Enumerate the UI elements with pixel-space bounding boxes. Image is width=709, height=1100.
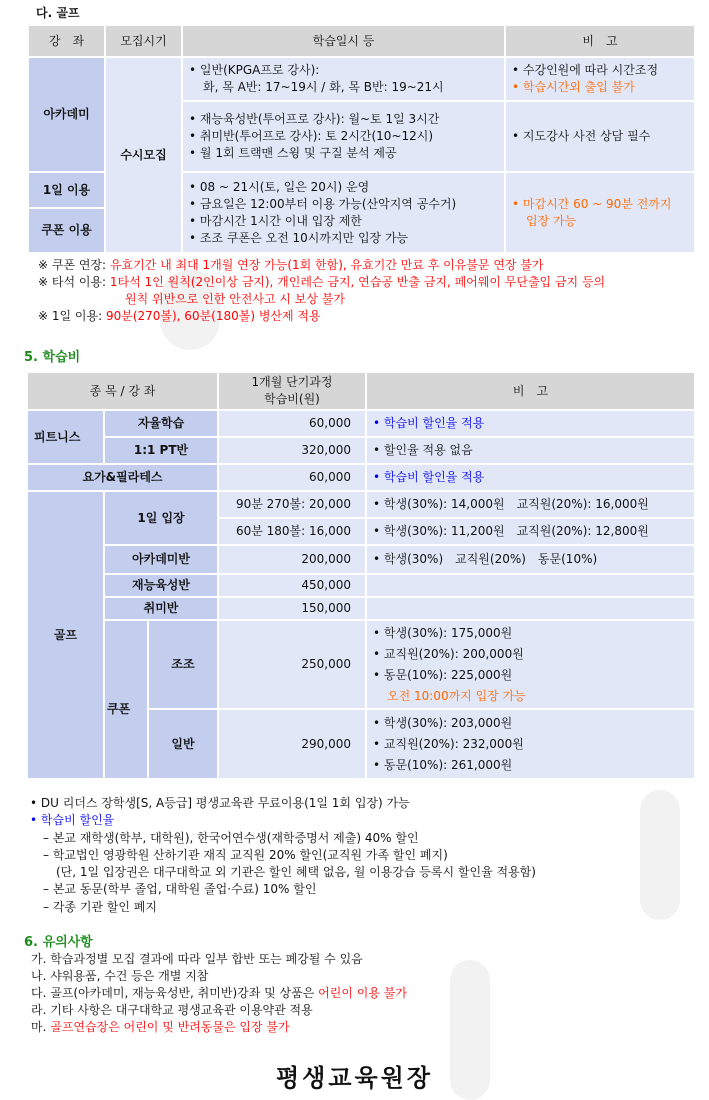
- remark-cell: [366, 410, 695, 437]
- cautions-heading: 6. 유의사항: [24, 935, 93, 950]
- remark-line: • 수강인원에 따라 시간조정: [512, 62, 688, 79]
- label-hobby: 취미반: [104, 597, 218, 620]
- remark-line: • 교직원(20%): 232,000원: [373, 734, 688, 755]
- schedule-line: • 08 ~ 21시(토, 일은 20시) 운영: [189, 179, 498, 196]
- remark-cell: [505, 57, 695, 101]
- remark-cell: [366, 574, 695, 597]
- remark-line: • 동문(10%): 225,000원: [373, 665, 688, 686]
- recruit-cell: 수시모집: [105, 57, 182, 253]
- price: 320,000: [218, 437, 366, 464]
- note-line: ※ 타석 이용: 1타석 1인 원칙(2인이상 금지), 개인레슨 금지, 연습공 반출 금지, 페어웨이 무단출입 금지 등의: [38, 275, 606, 289]
- row-academy: 아카데미: [28, 57, 105, 172]
- remark-line: 입장 가능: [526, 213, 577, 228]
- schedule-line: 화, 목 A반: 17~19시 / 화, 목 B반: 19~21시: [203, 80, 444, 94]
- schedule-cell: [182, 101, 505, 172]
- caution-item: 다. 골프(아카데미, 재능육성반, 취미반)강좌 및 상품은 어린이 이용 불가: [31, 986, 407, 1000]
- label-golf: 골프: [27, 491, 104, 779]
- remark-line: • 마감시간 60 ~ 90분 전까지: [512, 196, 688, 213]
- discount-title: • 학습비 할인율: [30, 812, 114, 829]
- header-course: 강 좌: [28, 25, 105, 57]
- remark-cell: [505, 101, 695, 172]
- remark-cell: [366, 518, 695, 545]
- schedule-cell: [182, 57, 505, 101]
- schedule-line: • 마감시간 1시간 이내 입장 제한: [189, 213, 498, 230]
- row-coupon: 쿠폰 이용: [28, 208, 105, 253]
- header-remark: 비 고: [505, 25, 695, 57]
- remark-cell: [366, 545, 695, 574]
- label-academy: 아카데미반: [104, 545, 218, 574]
- remark-line: • 학생(30%): 175,000원: [373, 623, 688, 644]
- golf-heading: 다. 골프: [36, 6, 80, 20]
- fees-heading: 5. 학습비: [24, 350, 81, 365]
- label-talent: 재능육성반: [104, 574, 218, 597]
- signature: 평생교육원장: [275, 1063, 434, 1092]
- discount-item: – 본교 재학생(학부, 대학원), 한국어연수생(재학증명서 제출) 40% 할인: [43, 831, 419, 845]
- remark-line: • 학습시간외 출입 불가: [512, 79, 688, 96]
- discount-item: – 학교법인 영광학원 산하기관 재직 교직원 20% 할인(교직원 가족 할인 폐지): [43, 848, 448, 862]
- header-fee-line: 학습비(원): [264, 392, 320, 406]
- header-course: 종 목 / 강 좌: [27, 372, 218, 410]
- remark-cell: [366, 437, 695, 464]
- remark-line: • 교직원(20%): 200,000원: [373, 644, 688, 665]
- remark-cell: [366, 464, 695, 491]
- note-line: ※ 1일 이용: 90분(270볼), 60분(180볼) 병산제 적용: [38, 309, 321, 323]
- schedule-line: • 취미반(투어프로 강사): 토 2시간(10~12시): [189, 128, 498, 145]
- price: 290,000: [218, 709, 366, 779]
- caution-item: 라. 기타 사항은 대구대학교 평생교육관 이용약관 적용: [31, 1003, 313, 1017]
- price: 60분 180볼: 16,000: [218, 518, 366, 545]
- price: 450,000: [218, 574, 366, 597]
- price: 150,000: [218, 597, 366, 620]
- caution-item: 가. 학습과정별 모집 결과에 따라 일부 합반 또는 폐강될 수 있음: [31, 952, 363, 966]
- schedule-line: • 월 1회 트랙맨 스윙 및 구질 분석 제공: [189, 145, 498, 162]
- remark-line: • 학생(30%): 14,000원 교직원(20%): 16,000원: [373, 496, 688, 513]
- label-general: 일반: [148, 709, 218, 779]
- remark-line: • 학생(30%): 11,200원 교직원(20%): 12,800원: [373, 523, 688, 540]
- schedule-cell: [182, 172, 505, 253]
- remark-line: • 학습비 할인율 적용: [373, 415, 688, 432]
- label-self: 자율학습: [104, 410, 218, 437]
- header-fee: [218, 372, 366, 410]
- caution-item: 마. 골프연습장은 어린이 및 반려동물은 입장 불가: [31, 1020, 290, 1034]
- price: 60,000: [218, 464, 366, 491]
- remark-line: • 지도강사 사전 상담 필수: [512, 128, 688, 145]
- label-day: 1일 입장: [104, 491, 218, 545]
- label-coupon: 쿠폰: [104, 620, 148, 779]
- price: 60,000: [218, 410, 366, 437]
- du-scholarship: • DU 리더스 장학생[S, A등급] 평생교육관 무료이용(1일 1회 입장) 가능: [30, 795, 410, 812]
- header-schedule: 학습일시 등: [182, 25, 505, 57]
- row-day: 1일 이용: [28, 172, 105, 208]
- note-line: 원칙 위반으로 인한 안전사고 시 보상 불가: [125, 292, 345, 306]
- price: 200,000: [218, 545, 366, 574]
- discount-item: (단, 1일 입장권은 대구대학교 외 기관은 할인 혜택 없음, 월 이용강습 등록시 할인율 적용함): [56, 865, 536, 879]
- remark-line: • 학생(30%) 교직원(20%) 동문(10%): [373, 551, 688, 568]
- schedule-line: • 금요일은 12:00부터 이용 가능(산악지역 공수거): [189, 196, 498, 213]
- remark-cell: [505, 172, 695, 253]
- price: 90분 270볼: 20,000: [218, 491, 366, 518]
- schedule-line: • 재능육성반(투어프로 강사): 월~토 1일 3시간: [189, 111, 498, 128]
- remark-cell: [366, 709, 695, 779]
- remark-line: 오전 10:00까지 입장 가능: [387, 688, 526, 703]
- remark-line: • 할인율 적용 없음: [373, 442, 688, 459]
- schedule-line: • 일반(KPGA프로 강사):: [189, 62, 498, 79]
- remark-line: • 학생(30%): 203,000원: [373, 713, 688, 734]
- remark-cell: [366, 597, 695, 620]
- schedule-line: • 조조 쿠폰은 오전 10시까지만 입장 가능: [189, 230, 498, 247]
- label-fitness: 피트니스: [27, 410, 104, 464]
- remark-cell: [366, 491, 695, 518]
- label-yoga: 요가&필라테스: [27, 464, 218, 491]
- discount-item: – 각종 기관 할인 폐지: [43, 900, 157, 914]
- label-pt: 1:1 PT반: [104, 437, 218, 464]
- label-early: 조조: [148, 620, 218, 709]
- header-fee-line: 1개월 단기과정: [251, 375, 333, 389]
- caution-item: 나. 샤워용품, 수건 등은 개별 지참: [31, 969, 209, 983]
- discount-item: – 본교 동문(학부 졸업, 대학원 졸업·수료) 10% 할인: [43, 882, 317, 896]
- header-recruit: 모집시기: [105, 25, 182, 57]
- watermark-figure: [640, 790, 680, 920]
- price: 250,000: [218, 620, 366, 709]
- remark-line: • 동문(10%): 261,000원: [373, 755, 688, 776]
- remark-cell: [366, 620, 695, 709]
- remark-line: • 학습비 할인율 적용: [373, 469, 688, 486]
- note-line: ※ 쿠폰 연장: 유효기간 내 최대 1개월 연장 가능(1회 한함), 유효기간 만료 후 이유불문 연장 불가: [38, 258, 544, 272]
- header-remark: 비 고: [366, 372, 695, 410]
